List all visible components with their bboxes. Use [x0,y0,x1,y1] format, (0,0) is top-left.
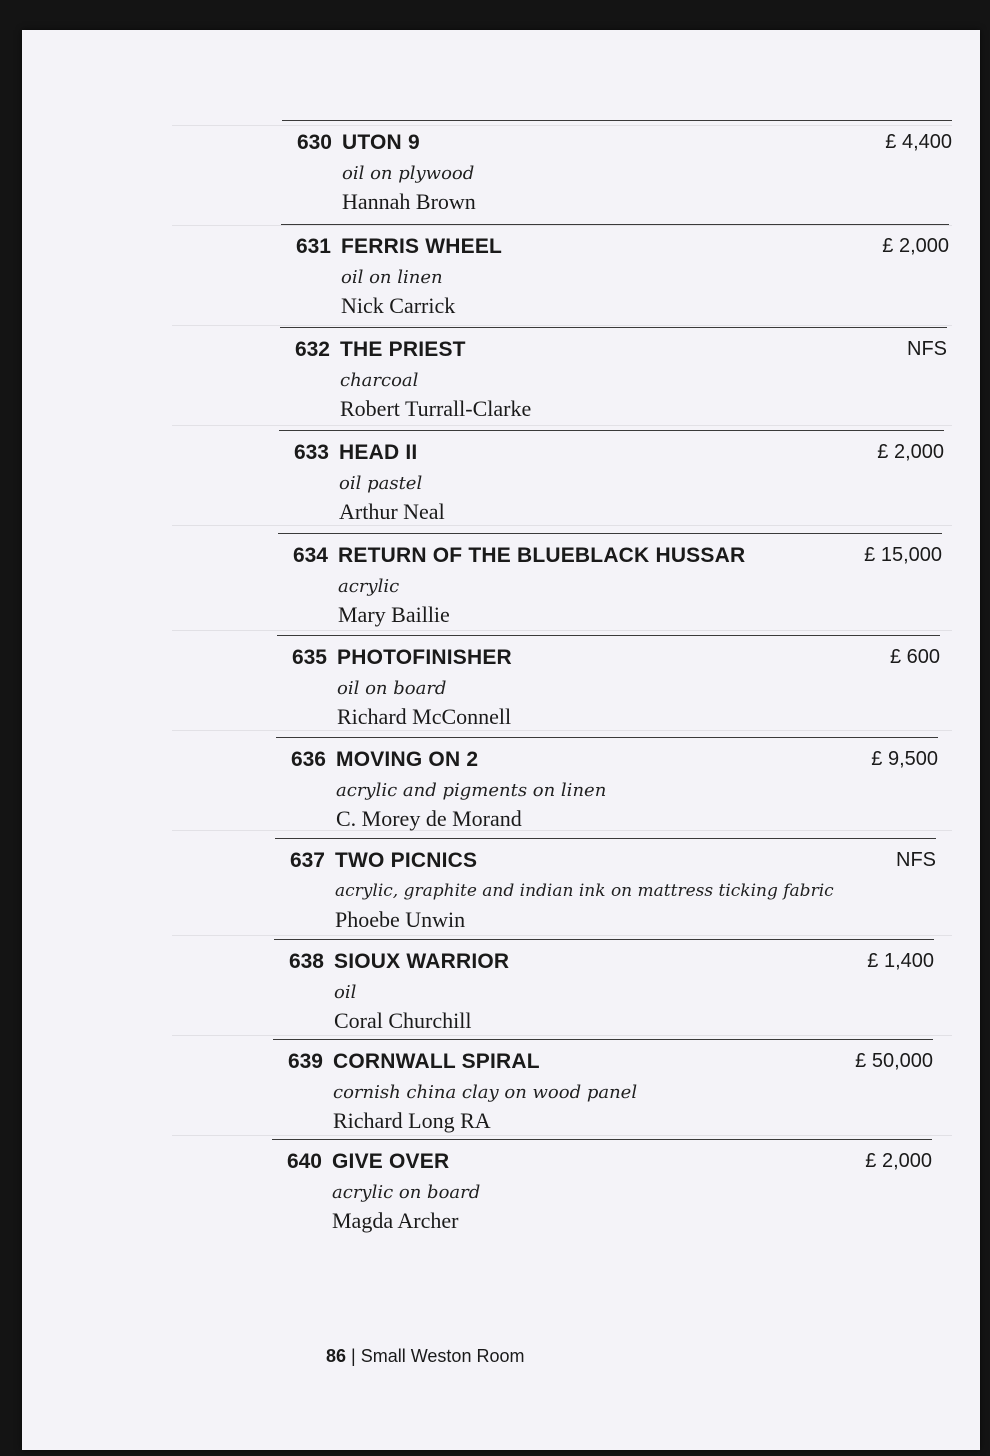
artwork-price: £ 1,400 [867,950,934,972]
entry-number: 633 [293,441,329,464]
artwork-title: UTON 9 [342,131,420,154]
artwork-price: NFS [896,849,936,871]
entry-number: 640 [286,1150,322,1173]
artwork-price: £ 600 [889,646,940,668]
catalogue-entry [275,838,936,941]
artwork-price: £ 2,000 [865,1150,932,1172]
artwork-title: MOVING ON 2 [336,748,479,771]
entry-number: 636 [290,748,326,771]
page-footer [326,1346,524,1367]
artwork-medium: oil [334,982,357,1003]
artwork-title: THE PRIEST [340,338,466,361]
catalogue-page [22,30,980,1450]
artwork-price: £ 4,400 [885,131,952,153]
artist-name: Coral Churchill [334,1008,472,1033]
artist-name: Magda Archer [332,1208,459,1233]
artist-name: Robert Turrall-Clarke [340,396,532,421]
page-number: 86 [326,1346,347,1366]
catalogue-entry [273,1039,933,1142]
catalogue-entry [274,939,934,1042]
artwork-medium: oil on plywood [342,163,475,184]
artwork-title: TWO PICNICS [335,849,478,872]
footer-separator: | [351,1346,356,1366]
entry-number: 630 [296,131,332,154]
entry-number: 637 [289,849,325,872]
artist-name: Richard Long RA [333,1108,491,1133]
catalogue-entry [277,635,940,738]
catalogue-entry [272,1139,932,1242]
artwork-price: £ 9,500 [871,748,938,770]
catalogue-entry [276,737,938,840]
artwork-price: £ 50,000 [855,1050,933,1072]
artwork-title: FERRIS WHEEL [341,235,503,258]
entry-number: 638 [288,950,324,973]
artist-name: Phoebe Unwin [335,907,466,932]
entry-number: 631 [295,235,331,258]
entry-number: 635 [291,646,327,669]
artwork-title: CORNWALL SPIRAL [333,1050,540,1073]
catalogue-entry [282,120,952,223]
catalogue-entry [280,327,947,430]
artwork-medium: oil pastel [339,473,423,494]
artwork-title: HEAD II [339,441,418,464]
artwork-medium: acrylic and pigments on linen [336,780,607,801]
artwork-medium: acrylic, graphite and indian ink on mattress ticking fabric [335,881,834,901]
artwork-medium: oil on linen [341,267,443,288]
artist-name: Mary Baillie [338,602,450,627]
artwork-medium: oil on board [337,678,447,699]
artwork-title: GIVE OVER [332,1150,450,1173]
artwork-medium: acrylic [338,576,400,597]
entry-number: 639 [287,1050,323,1073]
room-name: Small Weston Room [360,1346,525,1366]
artwork-title: RETURN OF THE BLUEBLACK HUSSAR [338,544,746,567]
artist-name: Richard McConnell [337,704,512,729]
artwork-price: £ 15,000 [864,544,942,566]
artwork-price: NFS [907,338,947,360]
catalogue-entry [278,533,942,636]
artwork-medium: acrylic on board [332,1182,481,1203]
artwork-price: £ 2,000 [877,441,944,463]
entry-number: 634 [292,544,328,567]
catalogue-entry [279,430,944,533]
artist-name: Hannah Brown [342,189,476,214]
artwork-title: PHOTOFINISHER [337,646,512,669]
artwork-title: SIOUX WARRIOR [334,950,510,973]
artist-name: Nick Carrick [341,293,456,318]
artwork-price: £ 2,000 [882,235,949,257]
artwork-medium: cornish china clay on wood panel [333,1082,638,1103]
artist-name: Arthur Neal [339,499,445,524]
artist-name: C. Morey de Morand [336,806,522,831]
catalogue-entry [281,224,949,327]
artwork-medium: charcoal [340,370,419,391]
entry-number: 632 [294,338,330,361]
